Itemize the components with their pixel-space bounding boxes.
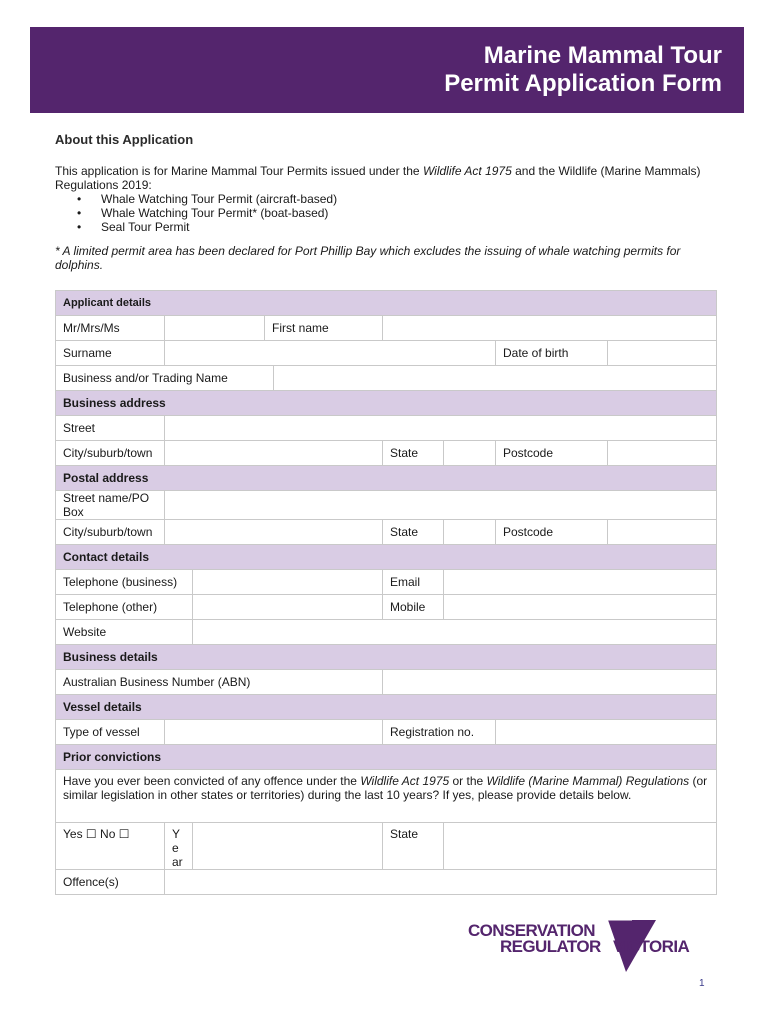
first-name-field[interactable] [383,316,717,341]
year-label: Year [165,823,193,870]
state-label: State [383,520,444,545]
about-intro [55,164,720,192]
title-banner [30,27,744,113]
form-title-line2: Permit Application Form [444,70,722,97]
question-text: Have you ever been convicted of any offence under the [63,774,361,788]
yes-checkbox[interactable]: ☐ [85,827,97,841]
registration-label: Registration no. [383,720,496,745]
about-intro-post: and the Wildlife (Marine Mammals) Regulations 2019: [55,164,701,192]
surname-label: Surname [56,341,165,366]
form-row [56,341,717,366]
yes-no-cell [56,823,165,870]
form-row [56,595,717,620]
question-text: (or similar legislation in other states or territories) during the last 10 years? If yes, please provide details below. [63,774,708,802]
form-row [56,491,717,520]
street-label: Street name/PO Box [56,491,165,520]
business-name-field[interactable] [274,366,717,391]
business-postcode-field[interactable] [608,441,717,466]
title-field[interactable] [165,316,265,341]
permit-type-item: • Whale Watching Tour Permit* (boat-based) [101,206,720,220]
permit-type-list [55,192,720,234]
section-contact [56,545,717,570]
form-row [56,366,717,391]
form-row [56,670,717,695]
postal-street-field[interactable] [165,491,717,520]
form-row [56,520,717,545]
mobile-field[interactable] [444,595,717,620]
form-row [56,870,717,895]
abn-label: Australian Business Number (ABN) [56,670,383,695]
form-row [56,316,717,341]
tel-other-label: Telephone (other) [56,595,193,620]
postcode-label: Postcode [496,520,608,545]
dob-label: Date of birth [496,341,608,366]
email-field[interactable] [444,570,717,595]
registration-field[interactable] [496,720,717,745]
dob-field[interactable] [608,341,717,366]
application-form-table [55,290,717,895]
question-regs: Wildlife (Marine Mammal) Regulations [486,774,690,788]
city-label: City/suburb/town [56,441,165,466]
form-row [56,720,717,745]
section-heading: Business address [56,391,717,416]
logo-text-regulator: REGULATOR [500,937,601,956]
title-label: Mr/Mrs/Ms [56,316,165,341]
website-field[interactable] [193,620,717,645]
form-row [56,770,717,823]
state-label: State [383,823,444,870]
page-number: 1 [699,978,705,989]
form-row [56,441,717,466]
about-heading: About this Application [55,132,194,147]
about-section [55,133,720,272]
conservation-regulator-logo [466,918,706,976]
section-heading: Postal address [56,466,717,491]
logo-text-victoria: VICTORIA [613,937,690,956]
form-row [56,416,717,441]
tel-other-field[interactable] [193,595,383,620]
about-intro-act: Wildlife Act 1975 [422,164,512,178]
postal-postcode-field[interactable] [608,520,717,545]
section-vessel [56,695,717,720]
tel-business-label: Telephone (business) [56,570,193,595]
business-name-label: Business and/or Trading Name [56,366,274,391]
email-label: Email [383,570,444,595]
tel-business-field[interactable] [193,570,383,595]
year-field[interactable] [193,823,383,870]
section-heading: Prior convictions [56,745,717,770]
section-heading: Business details [56,645,717,670]
business-street-field[interactable] [165,416,717,441]
permit-type-item: • Whale Watching Tour Permit (aircraft-based) [101,192,720,206]
section-prior-convictions [56,745,717,770]
prior-question [56,770,717,823]
form-row [56,570,717,595]
postal-city-field[interactable] [165,520,383,545]
offences-label: Offence(s) [56,870,165,895]
surname-field[interactable] [165,341,496,366]
question-act: Wildlife Act 1975 [360,774,450,788]
vessel-type-label: Type of vessel [56,720,165,745]
section-heading: Vessel details [56,695,717,720]
vessel-type-field[interactable] [165,720,383,745]
business-city-field[interactable] [165,441,383,466]
section-business-details [56,645,717,670]
first-name-label: First name [265,316,383,341]
section-heading: Contact details [56,545,717,570]
postal-state-field[interactable] [444,520,496,545]
section-postal-address [56,466,717,491]
yes-label: Yes [63,827,83,841]
permit-type-item: • Seal Tour Permit [101,220,720,234]
offences-field[interactable] [165,870,717,895]
no-label: No [100,827,116,841]
section-heading: Applicant details [56,291,717,316]
website-label: Website [56,620,193,645]
about-intro-pre: This application is for Marine Mammal Tour Permits issued under the [55,164,423,178]
about-note: * A limited permit area has been declared for Port Phillip Bay which excludes the issuing of whale watching permits for dolphins. [55,244,681,272]
question-text: or the [449,774,487,788]
postcode-label: Postcode [496,441,608,466]
mobile-label: Mobile [383,595,444,620]
no-checkbox[interactable]: ☐ [118,827,130,841]
state-label: State [383,441,444,466]
section-business-address [56,391,717,416]
city-label: City/suburb/town [56,520,165,545]
prior-state-field[interactable] [444,823,717,870]
business-state-field[interactable] [444,441,496,466]
form-row [56,823,717,870]
abn-field[interactable] [383,670,717,695]
form-title-line1: Marine Mammal Tour [483,42,722,69]
street-label: Street [56,416,165,441]
form-row [56,620,717,645]
section-applicant [56,291,717,316]
logo-text-conservation: CONSERVATION [468,921,595,940]
